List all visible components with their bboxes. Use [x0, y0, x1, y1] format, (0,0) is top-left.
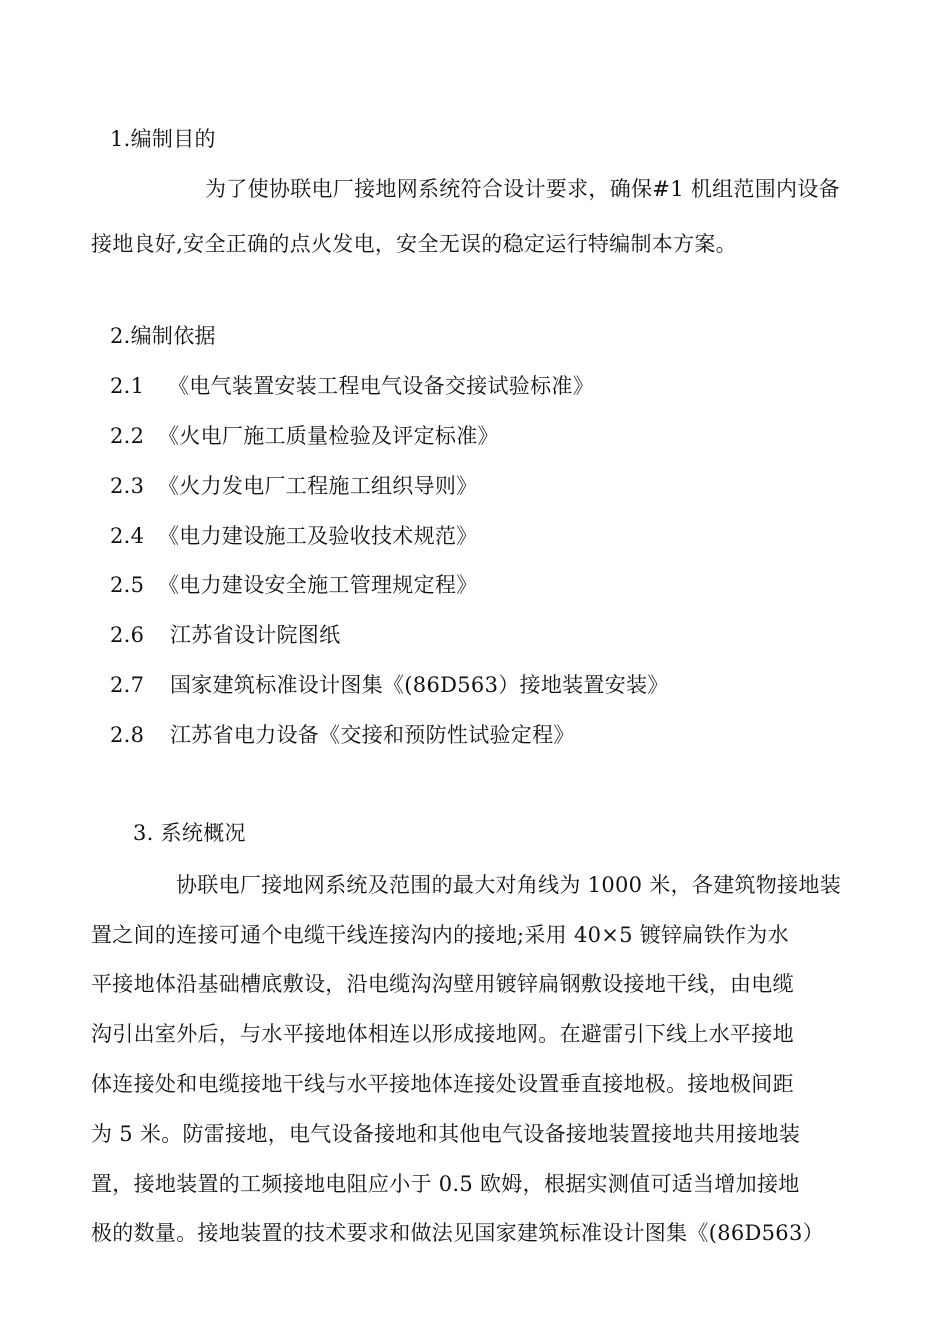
- basis-list-item: [110, 371, 594, 401]
- basis-item-number: 2.3: [110, 474, 145, 498]
- overview-paragraph-line: 置，接地装置的工频接地电阻应小于 0.5 欧姆，根据实测值可适当增加接地: [91, 1172, 800, 1196]
- basis-item-text: 江苏省电力设备《交接和预防性试验定程》: [170, 723, 575, 747]
- basis-item-number: 2.7: [110, 673, 145, 697]
- overview-paragraph-line: 置之间的连接可通个电缆干线连接沟内的接地;采用 40×5 镀锌扁铁作为水: [91, 923, 789, 947]
- overview-paragraph-line: 平接地体沿基础槽底敷设，沿电缆沟沟壁用镀锌扁钢敷设接地干线，由电缆: [91, 972, 794, 996]
- basis-item-number: 2.1: [110, 374, 145, 398]
- basis-item-text: 《电力建设施工及验收技术规范》: [158, 524, 478, 548]
- section-heading-purpose: 1.编制目的: [110, 127, 216, 151]
- basis-item-text: 《电气装置安装工程电气设备交接试验标准》: [168, 374, 594, 398]
- basis-item-number: 2.2: [110, 424, 145, 448]
- overview-paragraph-line: 协联电厂接地网系统及范围的最大对角线为 1000 米，各建筑物接地装: [176, 873, 841, 897]
- overview-paragraph-line: 沟引出室外后，与水平接地体相连以形成接地网。在避雷引下线上水平接地: [91, 1022, 794, 1046]
- basis-list-item: [110, 670, 669, 700]
- basis-item-number: 2.4: [110, 524, 145, 548]
- basis-item-number: 2.8: [110, 723, 145, 747]
- overview-paragraph-line: 体连接处和电缆接地干线与水平接地体连接处设置垂直接地极。接地极间距: [91, 1072, 794, 1096]
- basis-item-text: 国家建筑标准设计图集《(86D563）接地装置安装》: [170, 673, 669, 697]
- section-heading-overview: 3. 系统概况: [133, 821, 246, 845]
- basis-list-item: [110, 720, 575, 750]
- basis-list-item: [110, 620, 340, 650]
- overview-paragraph-line: 为 5 米。防雷接地，电气设备接地和其他电气设备接地装置接地共用接地装: [91, 1122, 801, 1146]
- basis-item-text: 《电力建设安全施工管理规定程》: [158, 573, 478, 597]
- purpose-paragraph-line: 接地良好,安全正确的点火发电，安全无误的稳定运行特编制本方案。: [91, 232, 737, 256]
- basis-item-number: 2.5: [110, 573, 145, 597]
- basis-list-item: [110, 570, 478, 600]
- basis-item-number: 2.6: [110, 623, 145, 647]
- overview-paragraph-line: 极的数量。接地装置的技术要求和做法见国家建筑标准设计图集《(86D563）: [91, 1221, 824, 1245]
- basis-list-item: [110, 521, 478, 551]
- basis-list-item: [110, 421, 499, 451]
- basis-list-item: [110, 471, 478, 501]
- basis-item-text: 《火电厂施工质量检验及评定标准》: [158, 424, 499, 448]
- section-heading-basis: 2.编制依据: [110, 324, 216, 348]
- purpose-paragraph-line: 为了使协联电厂接地网系统符合设计要求，确保#1 机组范围内设备: [205, 177, 840, 201]
- basis-item-text: 江苏省设计院图纸: [170, 623, 341, 647]
- basis-item-text: 《火力发电厂工程施工组织导则》: [158, 474, 478, 498]
